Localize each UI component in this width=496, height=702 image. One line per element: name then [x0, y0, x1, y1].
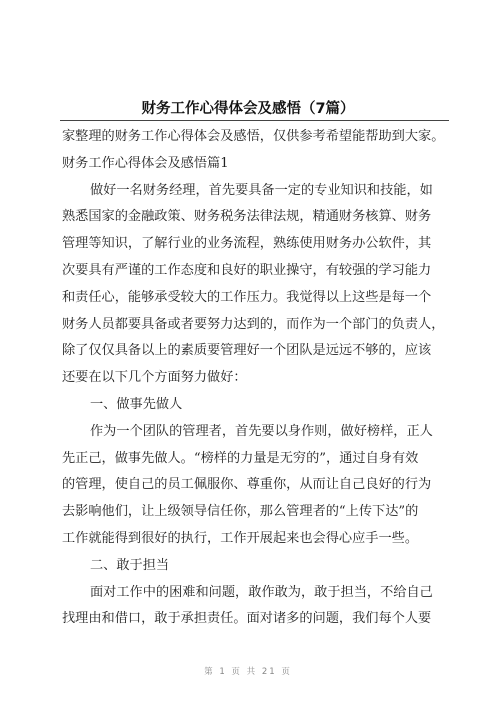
- body-line: 一、做事先做人: [90, 396, 183, 412]
- title-divider: [60, 120, 449, 121]
- body-line: 作为一个团队的管理者，首先要以身作则，做好榜样，正人: [90, 423, 433, 439]
- body-line: 财务工作心得体会及感悟篇1: [62, 155, 229, 171]
- body-line: 还要在以下几个方面努力做好：: [62, 370, 247, 386]
- body-line: 先正己，做事先做人。“榜样的力量是无穷的”，通过自身有效: [62, 450, 419, 466]
- body-line: 家整理的财务工作心得体会及感悟，仅供参考希望能帮助到大家。: [62, 129, 445, 144]
- body-line: 财务人员都要具备或者要努力达到的，而作为一个部门的负责人，: [62, 316, 445, 332]
- body-line: 和责任心，能够承受较大的工作压力。我觉得以上这些是每一个: [62, 289, 432, 305]
- body-line: 面对工作中的困难和问题，敢作敢为，敢于担当，不给自己: [90, 584, 433, 600]
- document-title: 财务工作心得体会及感悟（7篇）: [141, 101, 355, 117]
- body-line: 管理等知识，了解行业的业务流程，熟练使用财务办公软件，其: [62, 236, 432, 252]
- page-footer: 第 1 页 共 21 页: [204, 667, 292, 677]
- body-line: 的管理，使自己的员工佩服你、尊重你，从而让自己良好的行为: [62, 477, 432, 493]
- body-line: 熟悉国家的金融政策、财务税务法律法规，精通财务核算、财务: [62, 209, 432, 225]
- body-line: 工作就能得到很好的执行，工作开展起来也会得心应手一些。: [62, 530, 419, 546]
- body-line: 做好一名财务经理，首先要具备一定的专业知识和技能，如: [90, 182, 433, 198]
- body-line: 找理由和借口，敢于承担责任。面对诸多的问题，我们每个人要: [62, 611, 432, 627]
- document-body: [62, 124, 448, 633]
- body-line: 除了仅仅具备以上的素质要管理好一个团队是远远不够的，应该: [62, 343, 432, 359]
- body-line: 次要具有严谨的工作态度和良好的职业操守，有较强的学习能力: [62, 262, 432, 278]
- body-line: 二、敢于担当: [90, 557, 170, 573]
- body-line: 去影响他们，让上级领导信任你，那么管理者的“上传下达”的: [62, 504, 419, 520]
